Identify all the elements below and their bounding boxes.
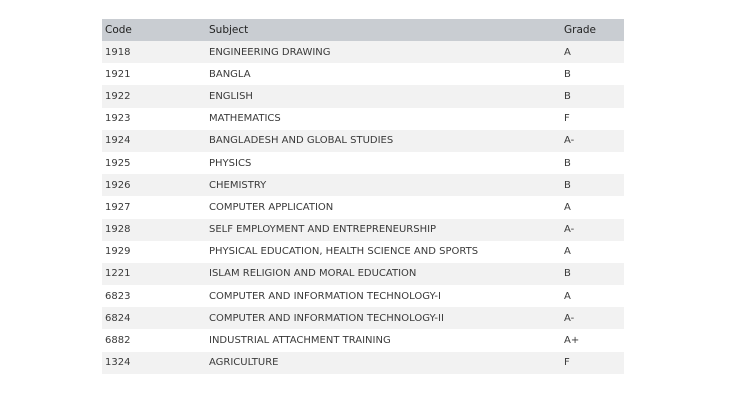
table-row bbox=[102, 174, 624, 196]
table-row bbox=[102, 263, 624, 285]
cell-code: 1927 bbox=[102, 196, 206, 218]
cell-subject: ENGLISH bbox=[206, 85, 561, 107]
cell-grade: B bbox=[561, 152, 624, 174]
cell-code: 1221 bbox=[102, 263, 206, 285]
cell-grade: F bbox=[561, 108, 624, 130]
cell-subject: ISLAM RELIGION AND MORAL EDUCATION bbox=[206, 263, 561, 285]
cell-subject: AGRICULTURE bbox=[206, 352, 561, 374]
cell-grade: B bbox=[561, 63, 624, 85]
cell-code: 1926 bbox=[102, 174, 206, 196]
cell-subject: CHEMISTRY bbox=[206, 174, 561, 196]
cell-grade: A+ bbox=[561, 329, 624, 351]
cell-grade: A bbox=[561, 41, 624, 63]
cell-grade: B bbox=[561, 263, 624, 285]
cell-subject: COMPUTER AND INFORMATION TECHNOLOGY-II bbox=[206, 307, 561, 329]
table-header bbox=[102, 19, 624, 41]
cell-code: 1918 bbox=[102, 41, 206, 63]
cell-grade: A bbox=[561, 285, 624, 307]
table-row bbox=[102, 285, 624, 307]
table-row bbox=[102, 41, 624, 63]
table-row bbox=[102, 85, 624, 107]
table-row bbox=[102, 152, 624, 174]
cell-subject: ENGINEERING DRAWING bbox=[206, 41, 561, 63]
cell-grade: A- bbox=[561, 219, 624, 241]
cell-code: 6824 bbox=[102, 307, 206, 329]
cell-grade: A- bbox=[561, 130, 624, 152]
table-row bbox=[102, 329, 624, 351]
table-row bbox=[102, 196, 624, 218]
cell-code: 1923 bbox=[102, 108, 206, 130]
cell-code: 6823 bbox=[102, 285, 206, 307]
cell-subject: INDUSTRIAL ATTACHMENT TRAINING bbox=[206, 329, 561, 351]
table-row bbox=[102, 63, 624, 85]
cell-grade: B bbox=[561, 85, 624, 107]
table-row bbox=[102, 352, 624, 374]
cell-subject: SELF EMPLOYMENT AND ENTREPRENEURSHIP bbox=[206, 219, 561, 241]
cell-grade: A bbox=[561, 196, 624, 218]
cell-grade: A bbox=[561, 241, 624, 263]
cell-code: 1922 bbox=[102, 85, 206, 107]
cell-grade: B bbox=[561, 174, 624, 196]
cell-subject: MATHEMATICS bbox=[206, 108, 561, 130]
table-body bbox=[102, 41, 624, 374]
cell-code: 6882 bbox=[102, 329, 206, 351]
header-row bbox=[102, 19, 624, 41]
table-row bbox=[102, 307, 624, 329]
cell-code: 1929 bbox=[102, 241, 206, 263]
table-row bbox=[102, 130, 624, 152]
cell-grade: A- bbox=[561, 307, 624, 329]
cell-subject: COMPUTER AND INFORMATION TECHNOLOGY-I bbox=[206, 285, 561, 307]
cell-subject: COMPUTER APPLICATION bbox=[206, 196, 561, 218]
table-row bbox=[102, 219, 624, 241]
cell-code: 1924 bbox=[102, 130, 206, 152]
cell-subject: PHYSICS bbox=[206, 152, 561, 174]
header-subject: Subject bbox=[206, 19, 561, 41]
table-row bbox=[102, 241, 624, 263]
cell-code: 1921 bbox=[102, 63, 206, 85]
cell-code: 1925 bbox=[102, 152, 206, 174]
header-grade: Grade bbox=[561, 19, 624, 41]
cell-grade: F bbox=[561, 352, 624, 374]
table-row bbox=[102, 108, 624, 130]
cell-subject: PHYSICAL EDUCATION, HEALTH SCIENCE AND SPORTS bbox=[206, 241, 561, 263]
cell-code: 1928 bbox=[102, 219, 206, 241]
grades-table bbox=[102, 19, 624, 374]
header-code: Code bbox=[102, 19, 206, 41]
cell-subject: BANGLA bbox=[206, 63, 561, 85]
cell-code: 1324 bbox=[102, 352, 206, 374]
cell-subject: BANGLADESH AND GLOBAL STUDIES bbox=[206, 130, 561, 152]
